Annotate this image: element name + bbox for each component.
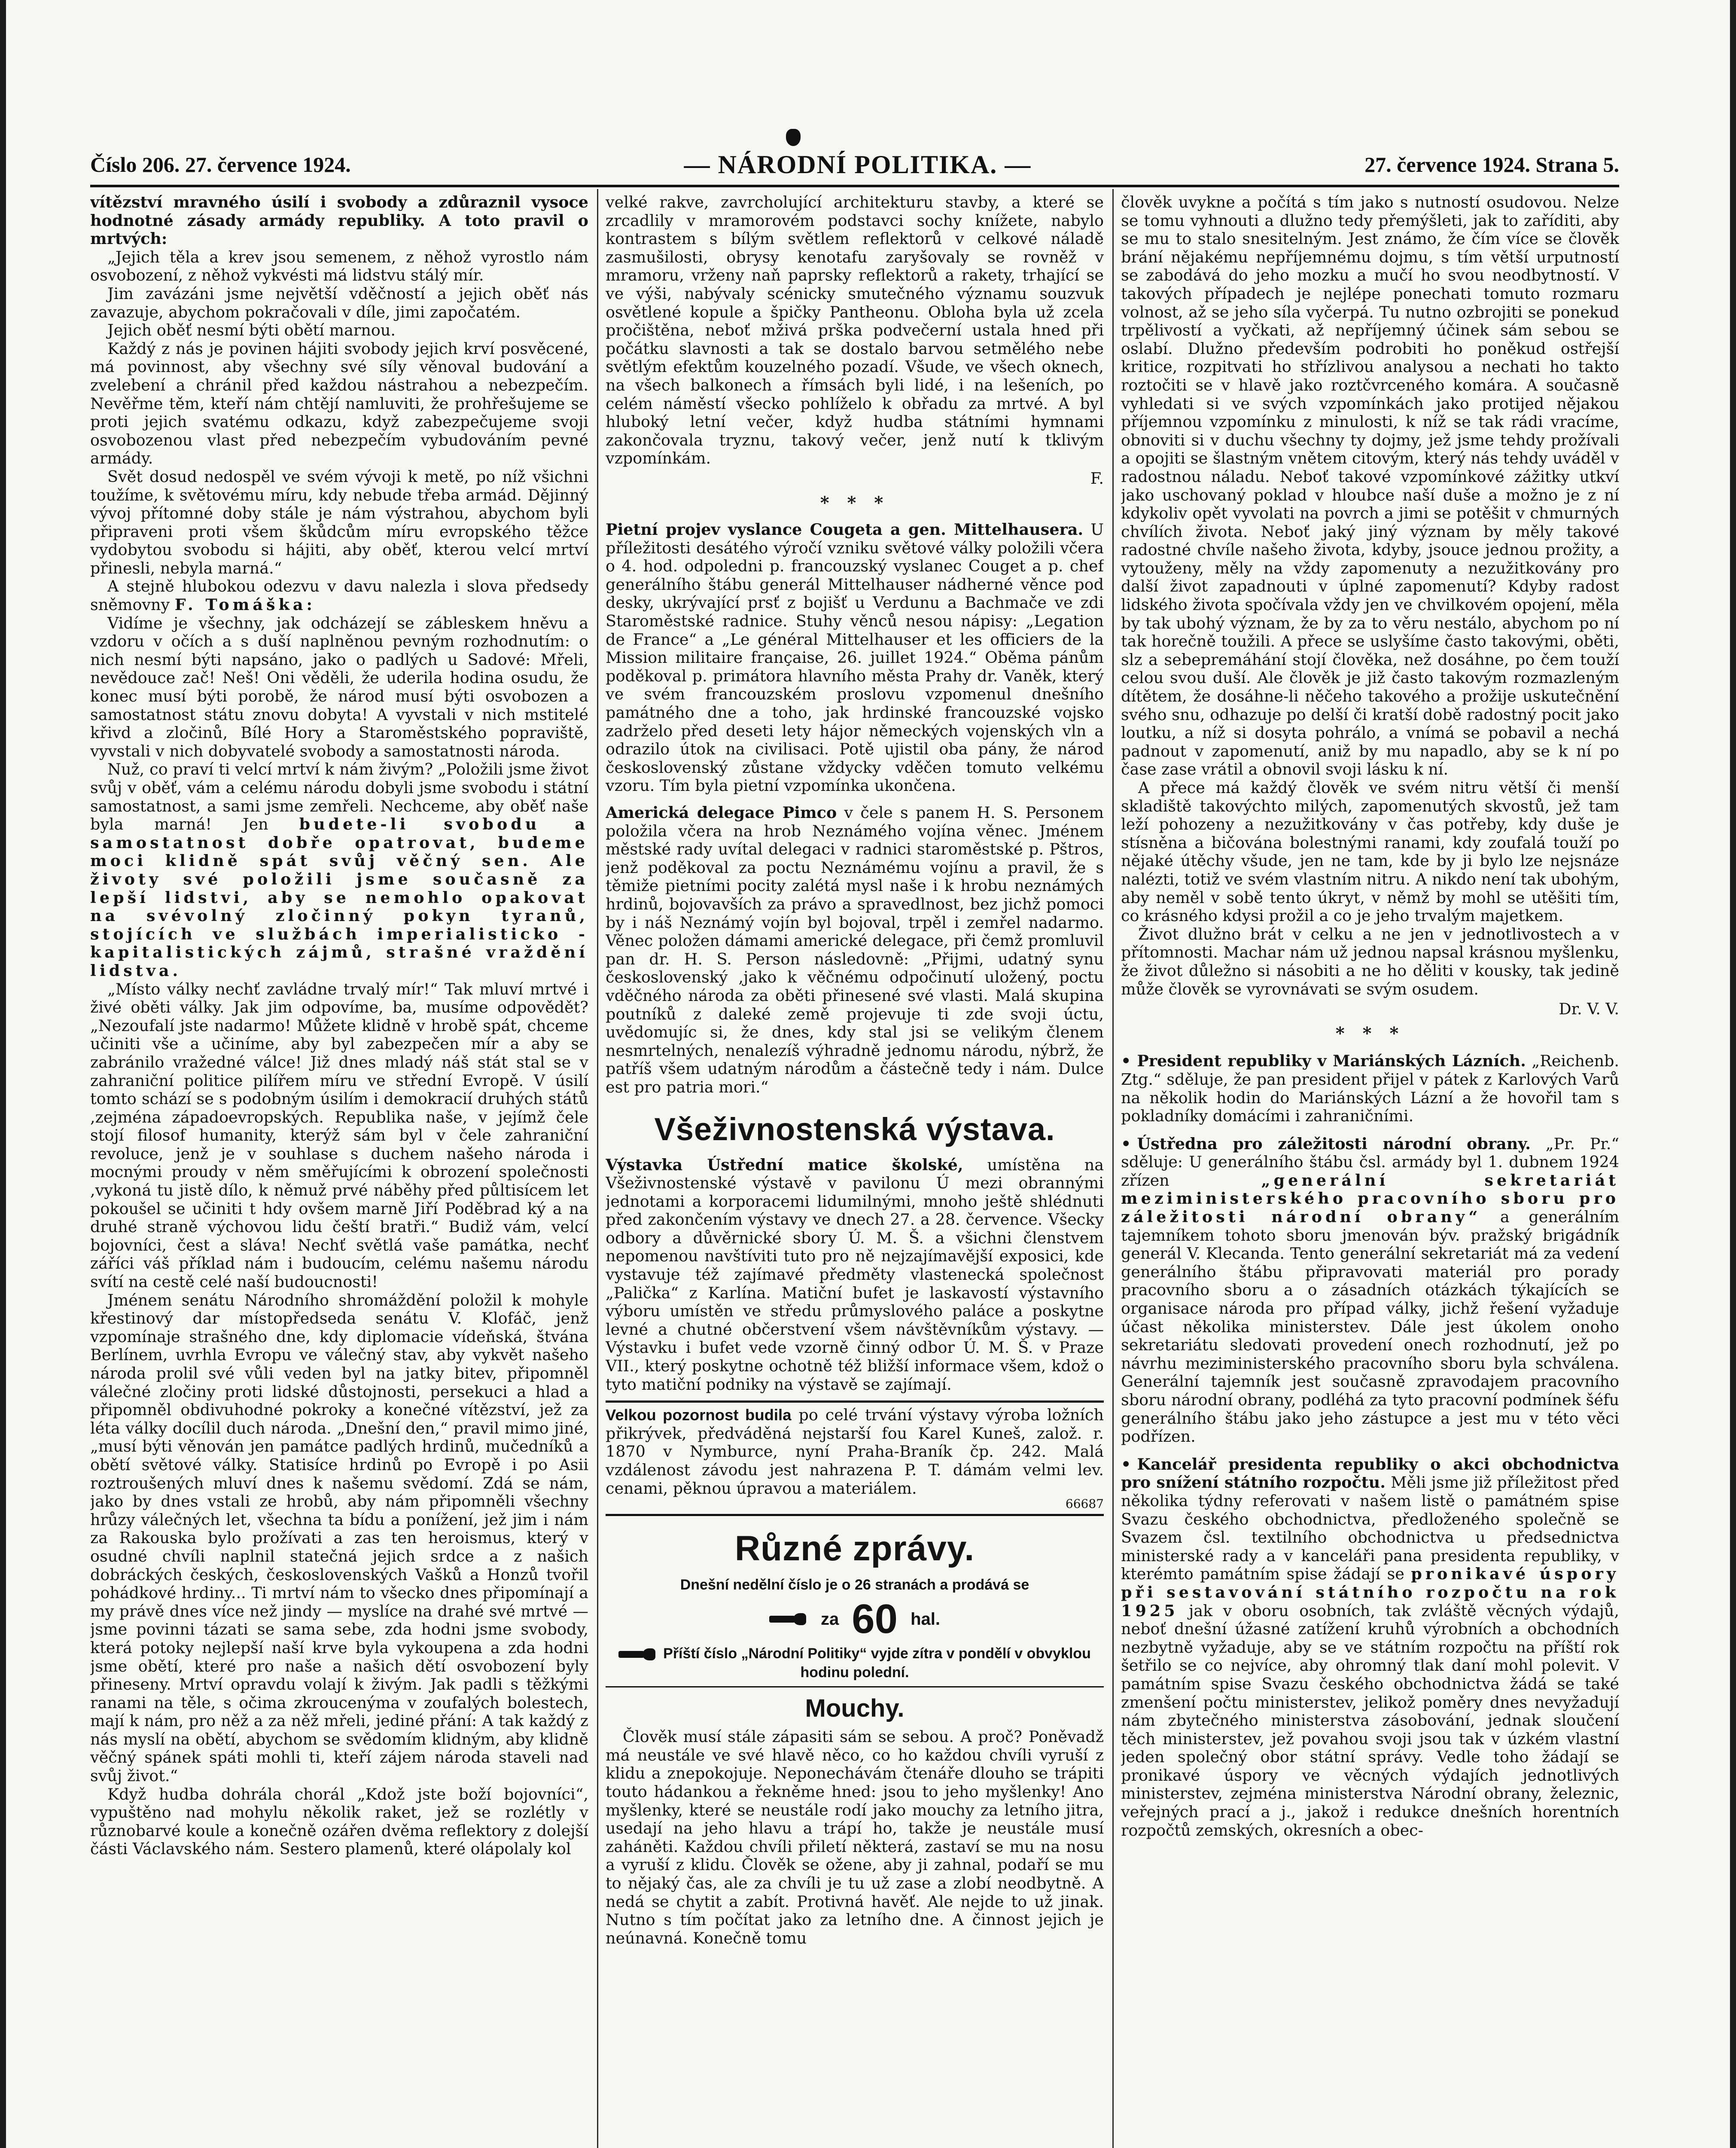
feuilleton-heading: Mouchy. xyxy=(805,1694,905,1723)
column-rule-2 xyxy=(1112,189,1114,2148)
news-item: • Kancelář presidenta republiky o akci obchodnictva pro snížení státního rozpočtu. Měli jsme již příležitost před několika týdny referovati v našem listě o památném spise Svazu českého obchodnictva, předloženého společně se Svazem čsl. textilního obchodnictva u předsednictva ministerské rady a v kanceláři pana presidenta republiky, v kterémto památním spise žádají se pronikavé úspory při sestavování státního rozpočtu na rok 1925 jak v oboru osobních, tak zvláště věcných výdajů, neboť dnešní úžasné zatížení kruhů výrobních a obchodních nezbytně vyžaduje, aby se ve státním rozpočtu na příští rok šetřilo se co nejvíce, aby ohromný tlak daní mohl polevit. V památním spise Svazu českého obchodnictva žádá se také zmenšení počtu ministerstev, jelikož poměry dnes nevyžadují nám zbytečného ministerstva zásobování, jednak sloučení těch ministerstev, jež povahou svoji jsou tak v úzkém vlastní jeden společný obor státní správy. Vedle toho žádají se pronikavé úspory ve věcných výdajích jednotlivých ministerstev, zejména ministerstva Národní obrany, železnic, veřejných prací a j., jakož i redukce dnešních horentních rozpočtů zemských, okresních a obec- xyxy=(1121,1455,1619,1840)
article-paragraph: A stejně hlubokou odezvu v davu nalezla i slova předsedy sněmovny F. Tomáška: xyxy=(90,577,588,614)
page-info: 27. července 1924. Strana 5. xyxy=(1364,153,1619,177)
ad-lead: Velkou pozornost budila xyxy=(606,1406,792,1424)
pointing-hand-icon xyxy=(769,1611,808,1628)
column-rule-1 xyxy=(597,189,598,2148)
scan-edge-left xyxy=(0,0,6,2148)
masthead: — NÁRODNÍ POLITIKA. — xyxy=(684,150,1032,179)
article-paragraph: Jim zavázáni jsme největší vděčností a jejich oběť nás zavazuje, abychom pokračovali v díle, jimi započatém. xyxy=(90,284,588,321)
bullet-icon: • xyxy=(1121,1455,1131,1474)
article-paragraph: Vidíme je všechny, jak odcházejí se zábleskem hněvu a vzdoru v očích a s duší naplněnou pevným rozhodnutím: o nich nesmí býti napsáno, jako o padlých u Sadové: Mřeli, nevědouce zač! Neš! Oni věděli, že uderila hodina osudu, že konec musí býti porobě, že národ musí býti osvobozen a samostatnost státu znovu dobyta! A vyvstali v nich mstitelé křivd a zločinů, Bílé Hory a Staroměstského popraviště, vyvstali v nich dobyvatelé svobody a samostatnosti národa. xyxy=(90,613,588,760)
section-separator: * * * xyxy=(1335,1023,1405,1043)
bullet-icon: • xyxy=(1121,1134,1131,1153)
news-item: • President republiky v Mariánských Lázních. „Reichenb. Ztg.“ sděluje, že pan president přijel v pátek z Karlových Varů na několik hodin do Mariánských Lázní a že hovořil tam s pokladníky domácími i zahraničními. xyxy=(1121,1052,1619,1126)
author-signature: Dr. V. V. xyxy=(1559,1000,1619,1019)
ad-text: po celé trvání výstavy výroba ložních přikrývek, předváděná nejstarší fou Karel Kuneš, založ. r. 1870 v Nymburce, nyní Praha-Braník čp. 242. Malá vzdálenost závodu jest nahrazena P. T. dámám velmi lev. cenami, pěknou úpravou a materiálem. xyxy=(606,1406,1104,1498)
article-paragraph: Jejich oběť nesmí býti obětí marnou. xyxy=(107,321,396,340)
price-za: za xyxy=(821,1609,839,1629)
article-paragraph: velké rakve, zavrcholující architekturu stavby, a které se zrcadlily v mramorovém podstavci sochy knížete, nabylo kontrastem s bílým světlem reflektorů v celkové náladě zasmušilosti, obrysy kenotafu zaryšovaly se rovněž v mramoru, vrženy naň paprsky reflektorů a rakety, trhající se ve výši, nabývaly scénicky smutečného významu souzvuk osvětlené kopule a špičky Pantheonu. Obloha byla už zcela pročištěna, neboť mživá prška podvečerní ustala hned při počátku slavnosti a tak se dostalo barvou setmělého nebe světlým efektům kouzelného pozadí. Všude, ve všech oknech, na všech balkonech a římsách byli lidé, i na lešeních, po celém náměstí všecko pohlíželo k obřadu za mrtvé. A byl hluboký letní večer, když hudba státními hymnami zakončovala tryznu, takový večer, jenž nutí k tklivým vzpomínkám. xyxy=(606,193,1104,468)
article-paragraph: vítězství mravného úsilí i svobody a zdůraznil vysoce hodnotné zásady armády republiky. A toto pravil o mrtvých: xyxy=(90,193,588,248)
section-heading-misc: Různé zprávy. xyxy=(734,1529,975,1568)
article-paragraph: „Místo války nechť zavládne trvalý mír!“ Tak mluví mrtvé i živé oběti války. Jak jim odpovíme, ba, musíme odpovědět? „Nezoufalí jste nadarmo! Můžete klidně v hrobě spát, chceme učiniti vše a učiníme, aby byl zabezpečen mír a aby se zabránilo vražedné válce! Již dnes mladý náš stát stal se v zahraniční politice pilířem míru ve střední Evropě. V úsilí tomto schází se s podobným úsilím i demokracií druhých států ,zejména západoevropských. Republika naše, v jejímž čele stojí filosof humanity, kterýž sám byl v čele zahraniční revoluce, jenž je v souhlase s duchem našeho národa i mocnými proudy v něm směřujícími k obrození společnosti ,vykoná tu jistě dílo, k němuž prvé náběhy před půltisícem let pokoušel se učiniti t hdy ovšem marně Jiří Poděbrad ký a na druhé straně výchovou lidu čeští bratři.“ Budiž vám, velcí bojovníci, čest a sláva! Nechť světlá vaše památka, nechť záříci váš příklad nám i budoucím, celému našemu národu svítí na cestě celé naší budoucnosti! xyxy=(90,979,588,1291)
column-3 xyxy=(1121,193,1619,2148)
price-line xyxy=(606,1598,1104,1641)
article-paragraph: Svět dosud nedospěl ve svém vývoji k metě, po níž všichni toužíme, k světovému míru, kdy nebude třeba armád. Dějinný vývoj přítomné doby stále je nám výstrahou, abychom byli připraveni proti všem škůdcům míru evropského těžce vydobytou svobodu si hájiti, aby oběť, kterou velcí mrtví přinesli, nebyla marná.“ xyxy=(90,467,588,577)
news-item: • Ústředna pro záležitosti národní obrany. „Pr. Pr.“ sděluje: U generálního štábu čsl. armády byl 1. dubnem 1924 zřízen „generální sekretariát meziministerského pracovního sboru pro záležitosti národní obrany“ a generálním tajemníkem tohoto sboru jmenován býv. pražský brigádník generál V. Klecanda. Tento generální sekretariát má za vedení generálního štábu připravovati materiál pro porady pracovního sboru a o zásadních otázkách týkajících se organisace národa pro případ války, jichž řešení vyžaduje účast několika ministerstev. Dále jest úkolem onoho sekretariátu sledovati provedení onech rozhodnutí, jež po návrhu meziministerského pracovního sboru byla schválena. Generální tajemník jest současně zpravodajem pracovního sboru národní obrany, podléhá za tyto pracovní podmínek šéfu generálního štábu jako jeho zástupce a jest mu v této věci podřízen. xyxy=(1121,1134,1619,1446)
printer-mark xyxy=(786,129,801,146)
scan-edge-right xyxy=(1730,0,1736,2148)
issue-notice: Dnešní nedělní číslo je o 26 stranách a prodává se xyxy=(680,1577,1029,1593)
advertisement xyxy=(606,1400,1104,1516)
bullet-icon: • xyxy=(1121,1052,1131,1071)
next-issue-notice: Příští číslo „Národní Politiky“ vyjde zítra v pondělí v obvyklou hodinu polední. xyxy=(606,1644,1104,1682)
header-rule xyxy=(90,185,1619,187)
divider xyxy=(606,1686,1104,1687)
column-1 xyxy=(90,193,588,2148)
section-heading-expo: Všeživnostenská výstava. xyxy=(654,1111,1055,1147)
pointing-hand-icon xyxy=(618,1646,657,1663)
article-paragraph: Jménem senátu Národního shromáždění položil k mohyle křestinový dar místopředseda senátu V. Klofáč, jenž vzpomínaje strašného dne, kdy diplomacie vídeňská, štvána Berlínem, uvrhla Evropu ve válečný stav, aby vykvět našeho národa prolil své vůli veden byl na jatky bitev, připomněl válečné zločiny proti lidské důstojnosti, persekuci a hlad a připomněl obdivuhodné pokroky a konečné vítězství, jež za léta války docílil duch národa. „Dnešní den,“ pravil mimo jiné, „musí býti věnován jen památce padlých hrdinů, mučedníků a obětí světové války. Statisíce hrdinů po Evropě i po Asii roztroušených mluví dnes k našemu svědomí. Zdá se nám, jako by dnes vstali ze hrobů, aby nám připomněli všechny hrůzy válečných let, všechna ta bídu a ponížení, jež jim i nám za Rakouska bylo prožívati a zas ten heroismus, který v osudné chvíli naplnil statečná jejich srdce a z našich dobráckých českých, československých Vašků a Honzů tvořil pohádkové hrdiny... Ti mrtví nám to všecko dnes připomínají a my právě dnes více než jindy — myslíce na drahé své mrtvé — jsme povinni tázati se sama sebe, zda hodni jsme svobody, která potoky nejlepší naší krve byla vykoupena a zda hodni jsme obětí, které pro naše a našich dětí osvobození byly přineseny. Mrtví opravdu volají k živým. Jak padli s těžkými ranami na těle, s očima zkroucenýma v zoufalých bolestech, mají k nám, pro něž a za něž mřeli, jediné přání: A tak každý z nás myslí na obětí, abychom se svědomím klidným, aby klidně věčný spánek spáti mohli ti, kteří zájem národa staveli nad svůj život.“ xyxy=(90,1291,588,1785)
issue-info: Číslo 206. 27. července 1924. xyxy=(90,153,351,177)
feuilleton-paragraph: člověk uvykne a počítá s tím jako s nutností osudovou. Nelze se tomu vyhnouti a dlužno tedy přemýšleti, jak to zaříditi, aby se mu to stalo snesitelným. Jest známo, že čím více se člověk brání nějakému nepříjemnému dojmu, s tím větší urputností se zabodává do jeho mozku a mučí ho svou neodbytností. V takových případech je nejlépe ponechati tomuto rozmaru volnost, až se jeho síla vyčerpá. Tu nutno ozbrojiti se ponekud trpělivostí a vyčkati, až nepříjemný účinek sám sebou se oslabí. Dlužno především podrobiti ho poněkud ostřejší kritice, rozpitvati ho střízlivou analysou a nechati ho takto roztočiti se v hlavě jako roztčvrceného komára. A současně vyhledati si ve svých vzpomínkách jako protijed nějakou příjemnou vzpomínku z minulosti, k níž se tak rádi vracíme, obnoviti si v duchu všechny ty dojmy, jež jsme tehdy prožívali a opojiti se šlastným vnětem citovým, který nás tehdy uváděl v radostnou náladu. Neboť takové vzpomínkové zážitky utkví jako uschovaný poklad v hloubce naší duše a možno je z ní kdykoliv opět vyvolati na povrch a jimi se potěšit v chmurných chvílích života. Neboť jaký jiný význam by měly takové radostné chvíle našeho života, kdyby, jsouce jednou prožity, a vytouženy, měly na vždy zapomenuty a nezužitkovány pro další život zapadnouti v úplné zapomenutí? Kdyby radost lidského života spočívala vždy jen ve chvilkovém opojení, měla by tak ubohý význam, že by za to věru nestálo, abychom po ní tak horečně toužili. A přece se uslyšíme často takovými, oběti, slz a sebepremáhání stojí člověka, než dosáhne, po čem touží celou svou duší. Ale člověk je již často takovým rozmazleným dítětem, že dosáhne-li něčeho takového a prožije uskutečnění svého snu, odhazuje po delší či kratší době radostný pocit jako loutku, a níž si dosyta pohrálo, a vnímá se pobavil a nechá padnout v zapomenutí, aniž by mu napadlo, aby se k ní po čase zase vrátil a obnovil svoji lásku k ní. xyxy=(1121,193,1619,779)
article-paragraph: Když hudba dohrála chorál „Kdož jste boží bojovníci“, vypuštěno nad mohylu několik raket, jež se rozlétly v různobarvé koule a konečně ozářen dvěma reflektory z dolejší části Václavského nám. Sestero plamenů, které olápolaly kol xyxy=(90,1785,588,1858)
news-item: Výstavka Ústřední matice školské, umístěna na Všeživnostenské výstavě v pavilonu Ú mezi obrannými jednotami a korporacemi lidumilnými, mnoho ještě shlédnuti před zakončením výstavy ve dnech 27. a 28. července. Všecky odbory a důvěrnické sbory Ú. M. Š. a všichni členstvem nepomenou navštíviti tuto pro ně nejzajímavější exposici, kde vystavuje též zajímavé předměty vlastenecká společnost „Palička“ z Karlína. Matiční bufet je laskavostí výstavního výboru umístěn ve středu průmyslového paláce a poskytne levné a chutné občerstvení všem návštěvníkům výstavy. — Výstavku i bufet vede vzorně činný odbor Ú. M. Š. v Praze VII., který poskytne ochotně též bližší informace všem, kdož o tyto matiční podniky na výstavě se zajímají. xyxy=(606,1155,1104,1394)
section-separator: * * * xyxy=(820,492,889,513)
news-item: Americká delegace Pimco v čele s panem H. S. Personem položila včera na hrob Neznámého vojína věnec. Jménem městské rady uvítal delegaci v radnici staroměstské p. Pštros, jenž poděkoval za poctu Neznámému vojínu a pravil, že s těmiže pietními pocity zalétá mysl naše i k hrobu neznámých hrdinů, bojovavších za právo a spravedlnost, bez jichž pomoci by i náš Neznámý vojín byl bojoval, trpěl i zemřel nadarmo. Věnec položen dámami americké delegace, při čemž promluvil pan dr. H. S. Person následovně: „Přijmi, udatný synu československý ,jako k věčnému odpočinutí uložený, poctu vděčného národa za oběti přinesené své vlasti. Malá skupina poutníků z daleké země projevuje ti zde svoji úctu, uvědomujíc si, že dnes, kdy stal jsi se velikým členem nesmrtelných, nenalezíš výhradně jednomu národu, nýbrž, že patříš všem udatným národům a částečně tedy i nám. Dulce est pro patria mori.“ xyxy=(606,803,1104,1096)
author-initial: F. xyxy=(1090,469,1104,488)
page-header xyxy=(90,145,1619,184)
article-paragraph: Každý z nás je povinen hájiti svobody jejich krví posvěcené, má povinnost, aby všechny své síly věnoval budování a zvelebení a chránil před každou nástrahou a nebezpečím. Nevěřme těm, kteří nám chtějí namluviti, že prohřešujeme se proti jejich svatému odkazu, když zabezpečujeme svoji osvobozenou vlast před nebezpečím vybudováním pevné armády. xyxy=(90,339,588,468)
feuilleton-paragraph: Člověk musí stále zápasiti sám se sebou. A proč? Poněvadž má neustále ve své hlavě něco, co ho každou chvíli vyruší z klidu a znepokojuje. Neponechávám čtenáře dlouho se trápiti touto hádankou a řekněme hned: jsou to jeho myšlenky! Ano myšlenky, které se neustále rodí jako mouchy za letního jitra, usedají na jeho hlavu a trápí ho, takže je neustále musí zaháněti. Každou chvíli přiletí některá, zastaví se mu na nosu a vyruší z klidu. Člověk se ožene, aby ji zahnal, podaří se mu to nějaký čas, ale za chvíli je tu už zase a zlobí neodbytně. A nedá se chytit a zabít. Protivná havěť. Ale nejde to už jinak. Nutno s tím počítat jako za letního dne. A činnost jejich je neúnavná. Konečně tomu xyxy=(606,1727,1104,1947)
price-value: 60 xyxy=(852,1596,898,1642)
price-unit: hal. xyxy=(911,1609,940,1629)
news-item: Pietní projev vyslance Cougeta a gen. Mittelhausera. U příležitosti desátého výročí vzniku světové války položili včera o 4. hod. odpoledni p. francouzský vyslanec Couget a p. chef generálního štábu generál Mittelhauser nádherné věnce pod desky, ukrývající prsť z bojišť u Verdunu a Bachmače ve zdi Staroměstské radnice. Stuhy věnců nesou nápisy: „Legation de France“ a „Le général Mittelhauser et les officiers de la Mission militaire française, 26. juillet 1924.“ Oběma pánům poděkoval p. primátora hlavního města Prahy dr. Vaněk, který ve svém francouzském proslovu vzpomenul dnešního památného dne a toho, jak hrdinské francouzské vojsko zadrželo před deseti lety hájor německých vojenských vln a odrazilo útok na civilisaci. Potě ujistil oba pány, že národ československý zůstane vždycky vděčen tomuto velkému vzoru. Tím byla pietní vzpomínka ukončena. xyxy=(606,520,1104,795)
feuilleton-paragraph: Život dlužno brát v celku a ne jen v jednotlivostech a v přítomnosti. Machar nám už jednou napsal krásnou myšlenku, že život důležno si násobiti a ne ho děliti v kousky, tak jedině může člověk se vyrovnávati se svým osudem. xyxy=(1121,924,1619,998)
ad-number: 66687 xyxy=(1065,1497,1104,1511)
article-paragraph: „Jejich těla a krev jsou semenem, z něhož vyrostlo nám osvobození, z něhož vykvésti má lidstvu stálý mír. xyxy=(90,247,588,285)
column-2 xyxy=(606,193,1104,2148)
article-paragraph: Nuž, co praví ti velcí mrtví k nám živým? „Položili jsme život svůj v oběť, vám a celému národu dobyli jsme svobodu i státní samostatnost, a sami jsme zemřeli. Nechceme, aby oběť naše byla marná! Jen budete-li svobodu a samostatnost dobře opatrovat, budeme moci klidně spát svůj věčný sen. Ale životy své položili jsme současně za lepší lidstvi, aby se nemohlo opakovat na svévolný zločinný pokyn tyranů, stojících ve službách imperialisticko - kapitalistických zájmů, strašné vraždění lidstva. xyxy=(90,760,588,980)
feuilleton-paragraph: A přece má každý člověk ve svém nitru větší či menší skladiště takovýchto milých, zapomenutých skvostů, jež tam leží pohozeny a nezužitkovány v čas potřeby, kdy duše je stísněna a bičována bolestnými ranami, kdy zoufalá touží po nějaké útěchy všude, jen ne tam, kde by ji bylo lze nejsnáze nalézti, totiž ve svém vlastním nitru. A nikdo není tak ubohým, aby neměl v sobě tento úkryt, v němž by mohl se utěšiti tím, co krásného kdysi prožil a co je jeho trvalým majetkem. xyxy=(1121,778,1619,925)
